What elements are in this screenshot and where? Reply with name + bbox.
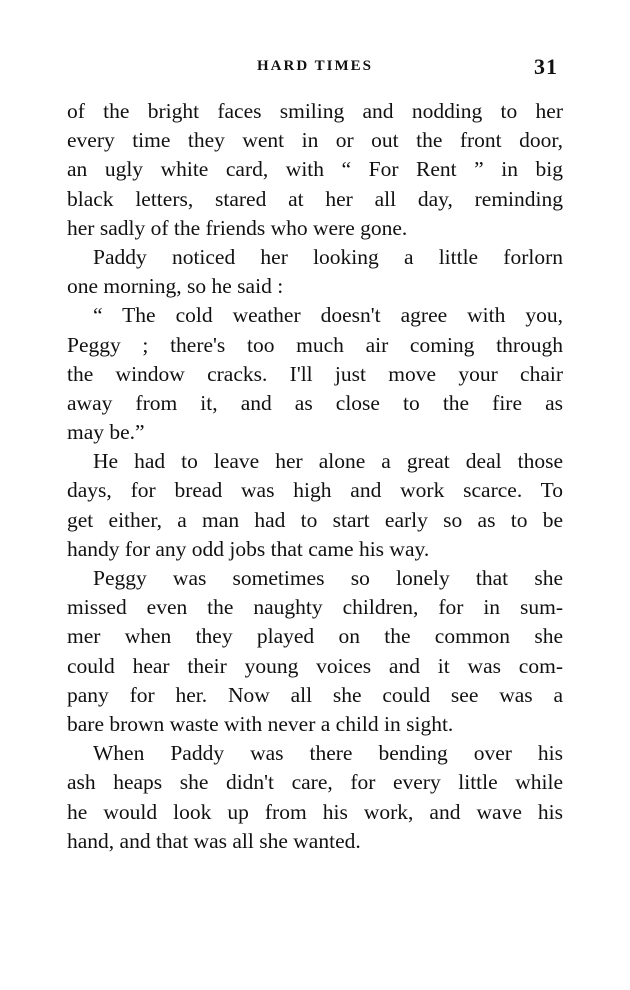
text-line: every time they went in or out the front door, xyxy=(67,128,563,153)
text-line: one morning, so he said : xyxy=(67,274,284,299)
text-line: When Paddy was there bending over his xyxy=(93,741,563,766)
text-line: handy for any odd jobs that came his way. xyxy=(67,536,430,561)
text-line: black letters, stared at her all day, reminding xyxy=(67,186,563,211)
text-line: an ugly white card, with “ For Rent ” in big xyxy=(67,157,563,182)
text-line: the window cracks. I'll just move your chair xyxy=(67,361,563,386)
text-line: Paddy noticed her looking a little forlorn xyxy=(93,244,563,269)
text-line: ash heaps she didn't care, for every little while xyxy=(67,770,563,795)
text-line: may be.” xyxy=(67,420,145,445)
page-number: 31 xyxy=(534,54,558,79)
text-line: get either, a man had to start early so as to be xyxy=(67,507,563,532)
text-line: mer when they played on the common she xyxy=(67,624,563,649)
text-line: her sadly of the friends who were gone. xyxy=(67,215,408,240)
running-title: HARD TIMES xyxy=(257,58,373,74)
text-line: of the bright faces smiling and nodding to her xyxy=(67,99,563,123)
text-line: Peggy ; there's too much air coming through xyxy=(67,332,563,357)
text-line: pany for her. Now all she could see was a xyxy=(67,682,563,707)
text-line: missed even the naughty children, for in sum- xyxy=(67,595,563,620)
text-line: could hear their young voices and it was com- xyxy=(67,653,563,678)
text-line: Peggy was sometimes so lonely that she xyxy=(93,566,563,590)
text-line: away from it, and as close to the fire as xyxy=(67,390,563,415)
text-line: He had to leave her alone a great deal those xyxy=(93,449,563,474)
text-line: hand, and that was all she wanted. xyxy=(67,828,361,853)
text-line: days, for bread was high and work scarce. To xyxy=(67,478,563,503)
paragraph xyxy=(67,739,563,856)
running-head xyxy=(0,56,630,80)
text-line: bare brown waste with never a child in sight. xyxy=(67,711,454,736)
paragraph xyxy=(67,301,563,447)
text-line: he would look up from his work, and wave his xyxy=(67,799,563,824)
text-line: “ The cold weather doesn't agree with you, xyxy=(93,303,563,328)
paragraph xyxy=(67,243,563,301)
body-text xyxy=(67,97,563,856)
paragraph xyxy=(67,447,563,564)
paragraph xyxy=(67,564,563,739)
paragraph xyxy=(67,97,563,243)
